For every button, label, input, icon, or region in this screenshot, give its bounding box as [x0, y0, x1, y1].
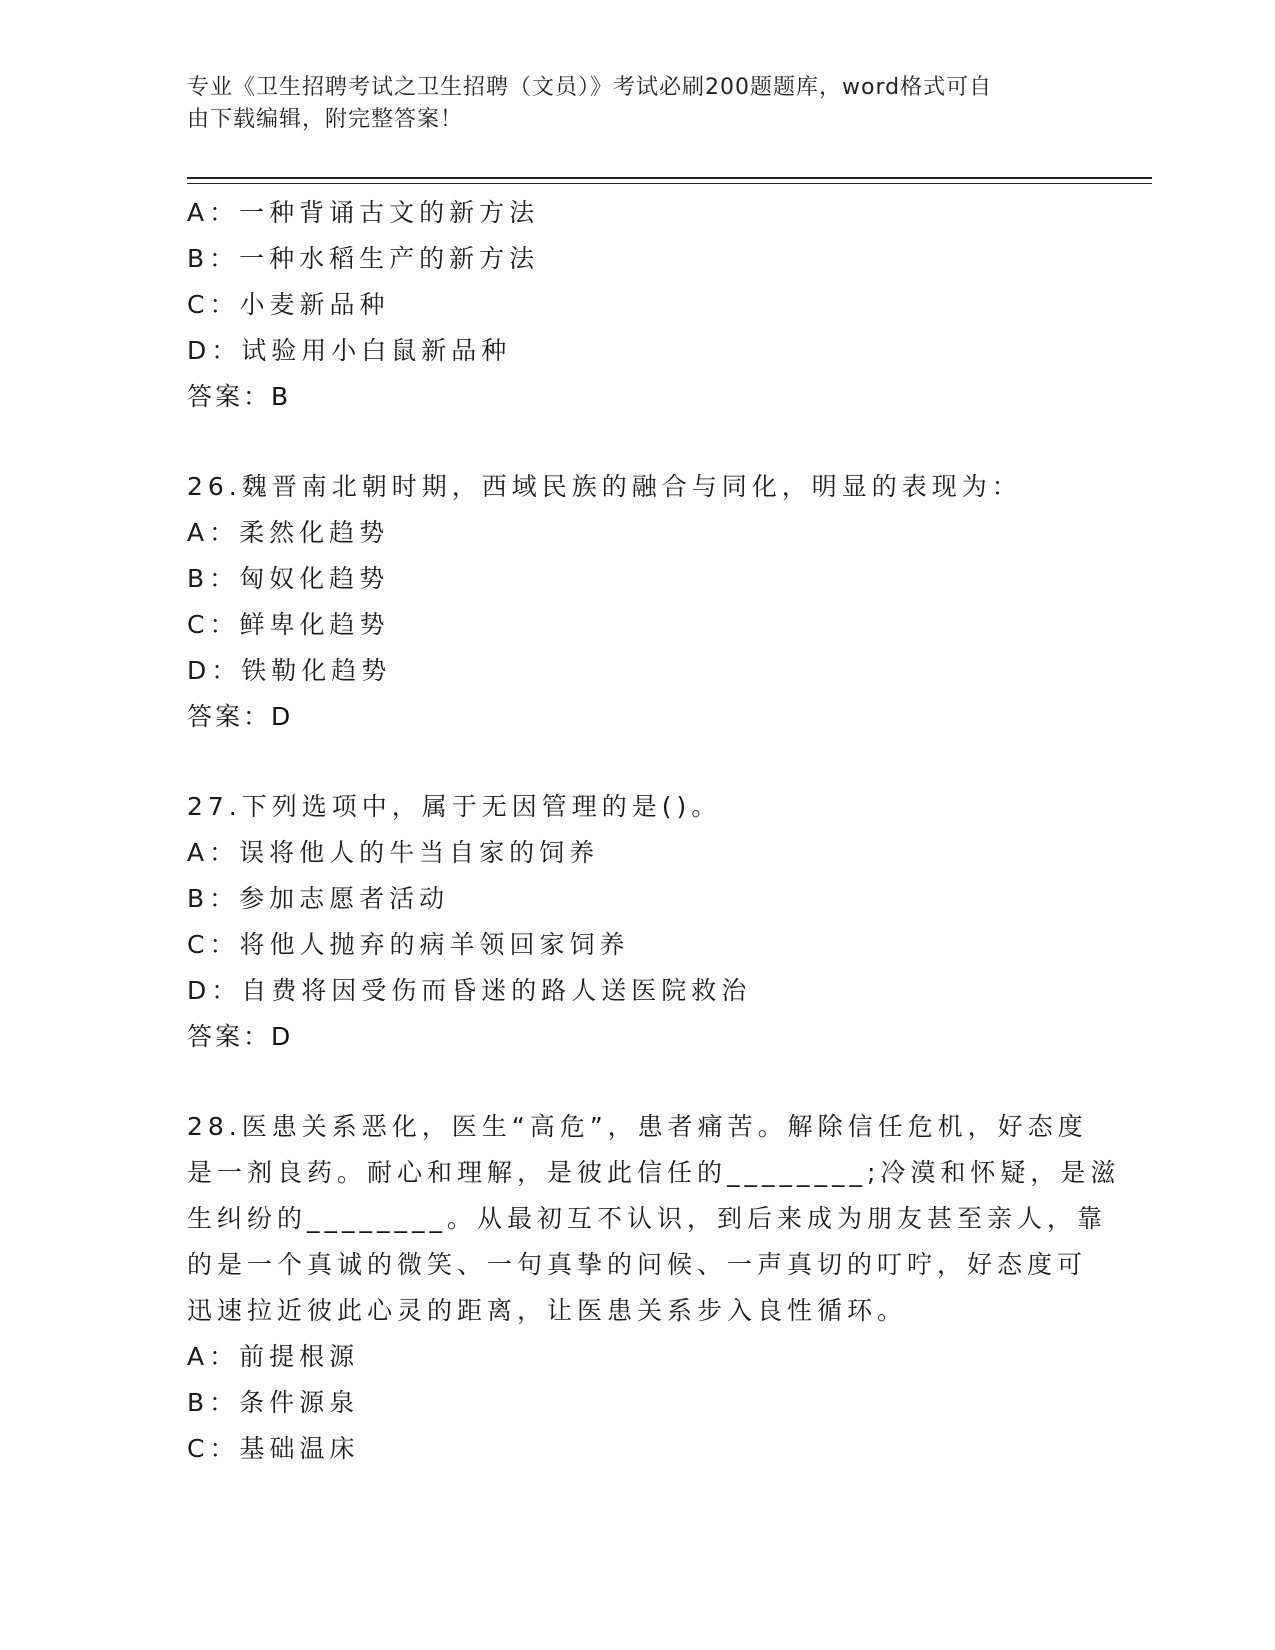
option-c: C：鲜卑化趋势	[187, 610, 390, 639]
question-stem-line: 28.医患关系恶化，医生“高危”，患者痛苦。解除信任危机，好态度	[187, 1112, 1088, 1141]
question-28	[187, 1104, 1121, 1472]
question-stem-line: 迅速拉近彼此心灵的距离，让医患关系步入良性循环。	[187, 1296, 908, 1325]
question-stem: 26.魏晋南北朝时期，西域民族的融合与同化，明显的表现为：	[187, 472, 1022, 501]
option-a: A：一种背诵古文的新方法	[187, 198, 540, 227]
question-25	[187, 190, 1087, 420]
header-line-2: 由下载编辑，附完整答案！	[187, 107, 464, 132]
header-rule-thick	[187, 177, 1152, 179]
option-d: D：试验用小白鼠新品种	[187, 336, 512, 365]
question-stem-line: 生纠纷的________。从最初互不认识，到后来成为朋友甚至亲人，靠	[187, 1204, 1108, 1233]
option-a: A：柔然化趋势	[187, 518, 390, 547]
question-stem-line: 是一剂良药。耐心和理解，是彼此信任的________;冷漠和怀疑，是滋	[187, 1158, 1121, 1187]
option-d: D：铁勒化趋势	[187, 656, 392, 685]
answer-label: 答案：D	[187, 702, 294, 731]
question-27	[187, 784, 1087, 1060]
option-b: B：一种水稻生产的新方法	[187, 244, 540, 273]
header-line-1: 专业《卫生招聘考试之卫生招聘（文员）》考试必刷200题题库，word格式可自	[187, 75, 993, 100]
question-list	[187, 190, 1121, 1472]
question-26	[187, 464, 1087, 740]
document-header	[187, 72, 1067, 136]
option-b: B：匈奴化趋势	[187, 564, 390, 593]
option-c: C：基础温床	[187, 1434, 360, 1463]
question-stem-line: 的是一个真诚的微笑、一句真挚的问候、一声真切的叮咛，好态度可	[187, 1250, 1088, 1279]
option-c: C：小麦新品种	[187, 290, 390, 319]
option-b: B：条件源泉	[187, 1388, 360, 1417]
option-d: D：自费将因受伤而昏迷的路人送医院救治	[187, 976, 752, 1005]
option-b: B：参加志愿者活动	[187, 884, 450, 913]
question-stem: 27.下列选项中，属于无因管理的是()。	[187, 792, 722, 821]
option-a: A：误将他人的牛当自家的饲养	[187, 838, 600, 867]
header-rule-thin	[187, 183, 1152, 184]
answer-label: 答案：B	[187, 382, 292, 411]
option-c: C：将他人抛弃的病羊领回家饲养	[187, 930, 630, 959]
answer-label: 答案：D	[187, 1022, 294, 1051]
option-a: A：前提根源	[187, 1342, 360, 1371]
